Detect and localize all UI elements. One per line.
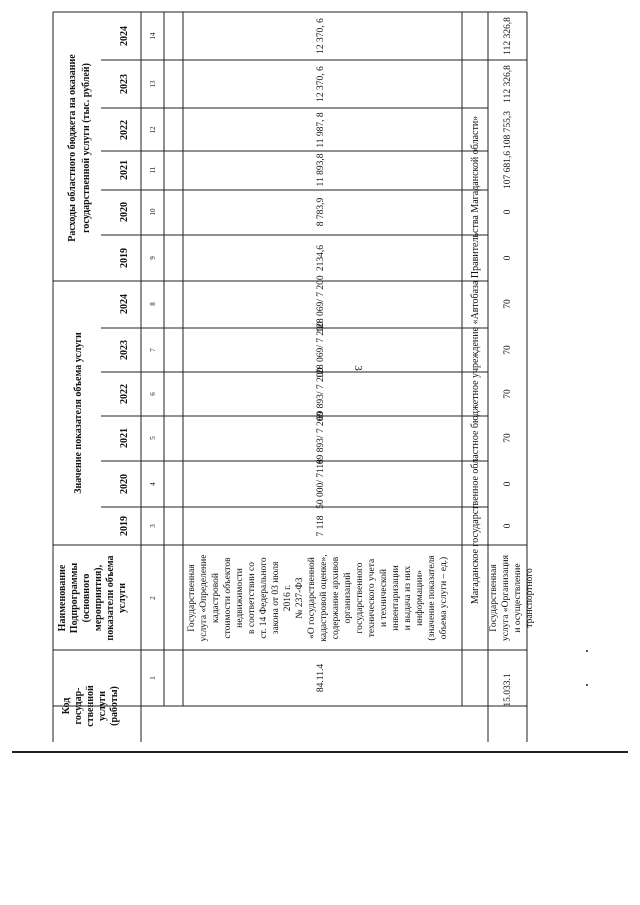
service-code: 15.033.1 [503,673,513,707]
column-number: 10 [149,208,157,216]
svg-text:ственной: ственной [85,685,96,727]
column-number: 12 [149,126,157,134]
column-number: 14 [149,32,157,40]
year-header: 2019 [119,248,130,268]
svg-text:Государственная: Государственная [489,564,499,632]
expense-value: 112 326,8 [503,17,513,55]
svg-text:информации»: информации» [415,570,425,626]
year-header: 2021 [119,428,130,448]
svg-text:кадастровой оценке»,: кадастровой оценке», [319,554,329,642]
volume-value: 0 [503,523,513,529]
header-volume-group: Значение показателя объема услуги [73,332,84,494]
svg-text:(значение показателя: (значение показателя [427,555,437,641]
column-number: 7 [149,348,157,352]
header-expenses-group [67,54,92,242]
year-header: 2021 [119,160,130,180]
svg-text:технического учета: технического учета [367,558,377,638]
svg-text:Расходы областного бюджета на: Расходы областного бюджета на оказание [67,54,78,242]
volume-value: 70 [503,433,513,443]
column-number: 6 [149,392,157,396]
volume-value: 70 [503,299,513,309]
column-number: 8 [149,302,157,306]
expense-value: 108 755,3 [503,111,513,149]
svg-text:государ-: государ- [73,687,84,725]
svg-text:услуги: услуги [117,582,128,614]
svg-text:услуга «Определение: услуга «Определение [199,554,209,642]
svg-text:показатели объема: показатели объема [105,555,116,641]
svg-text:и осуществление: и осуществление [513,563,523,633]
expense-value: 112 326,8 [503,65,513,103]
year-header: 2023 [119,74,130,94]
volume-value: 70 [503,345,513,355]
column-number: 13 [149,80,157,88]
svg-text:(основного: (основного [81,573,92,623]
svg-text:Код: Код [61,697,72,715]
expense-value: 107 681,6 [503,151,513,189]
expense-value: 0 [503,209,513,215]
expense-value: 12 370, 6 [316,66,326,102]
expense-value: 11 987, 8 [316,112,326,148]
expense-value: 8 783,9 [316,197,326,227]
service-description [187,554,449,641]
service-description [489,554,535,641]
column-number: 11 [149,166,157,174]
svg-text:кадастровой: кадастровой [211,573,221,623]
svg-text:2016 г.: 2016 г. [283,584,293,612]
svg-text:транспортного: транспортного [525,568,535,628]
volume-value: 69 893/ 7 200 [316,411,326,465]
volume-value: 69 893/ 7 200 [316,367,326,421]
year-header: 2024 [119,294,130,314]
year-header: 2023 [119,340,130,360]
svg-text:организаций: организаций [343,572,353,624]
year-header: 2020 [119,474,130,494]
page-number: 3 [351,365,364,371]
svg-text:Наименование: Наименование [57,564,68,632]
svg-text:содержание архивов: содержание архивов [331,556,341,640]
svg-text:инвентаризации: инвентаризации [391,565,401,631]
column-number: 2 [149,596,157,600]
year-header: 2019 [119,516,130,536]
volume-value: 70 [503,389,513,399]
service-code: 84.11.4 [316,663,326,693]
svg-text:стоимости объектов: стоимости объектов [223,557,233,639]
svg-text:в соответствии со: в соответствии со [247,562,257,634]
year-header: 2024 [119,26,130,46]
svg-text:Государственная: Государственная [187,564,197,632]
column-number: 9 [149,256,157,260]
svg-text:государственной услуги (тыс. р: государственной услуги (тыс. рублей) [81,63,92,233]
column-number: 1 [149,676,157,680]
svg-text:мероприятия),: мероприятия), [93,564,104,632]
year-header: 2022 [119,120,130,140]
svg-text:ст. 14 Федерального: ст. 14 Федерального [259,557,269,639]
expense-value: 2134,6 [316,244,326,272]
svg-text:недвижимости: недвижимости [235,568,245,628]
volume-value: 128 069/ 7 200 [316,321,326,379]
volume-value: 128 069/ 7 200 [316,275,326,333]
svg-text:(работы): (работы) [109,686,120,726]
section-title: Магаданское государственное областное бюджетное учреждение «Автобаза Правительства Магаданской области» [470,115,481,605]
header-code [61,685,120,727]
expense-value: 0 [503,255,513,261]
volume-value: 7 118 [316,515,326,537]
svg-text:закона от 03 июля: закона от 03 июля [271,561,281,635]
svg-text:и технической: и технической [379,568,389,628]
year-header: 2022 [119,384,130,404]
svg-text:Подпрограммы: Подпрограммы [69,562,80,634]
svg-text:«О государственной: «О государственной [307,557,317,639]
svg-text:объема услуги – ед.): объема услуги – ед.) [439,556,449,640]
svg-text:государственного: государственного [355,562,365,634]
svg-text:услуги: услуги [97,690,108,722]
svg-text:и выдача из них: и выдача из них [403,565,413,631]
column-number: 3 [149,524,157,528]
volume-value: 0 [503,481,513,487]
expense-value: 12 370, 6 [316,18,326,54]
svg-text:№ 237-ФЗ: № 237-ФЗ [295,577,305,619]
expense-value: 11 893,8 [316,153,326,187]
year-header: 2020 [119,202,130,222]
column-number: 5 [149,436,157,440]
svg-text:услуга «Организация: услуга «Организация [501,554,511,642]
header-name [57,555,128,640]
column-number: 4 [149,482,157,486]
volume-value: 50 000/ 7118 [316,459,326,509]
